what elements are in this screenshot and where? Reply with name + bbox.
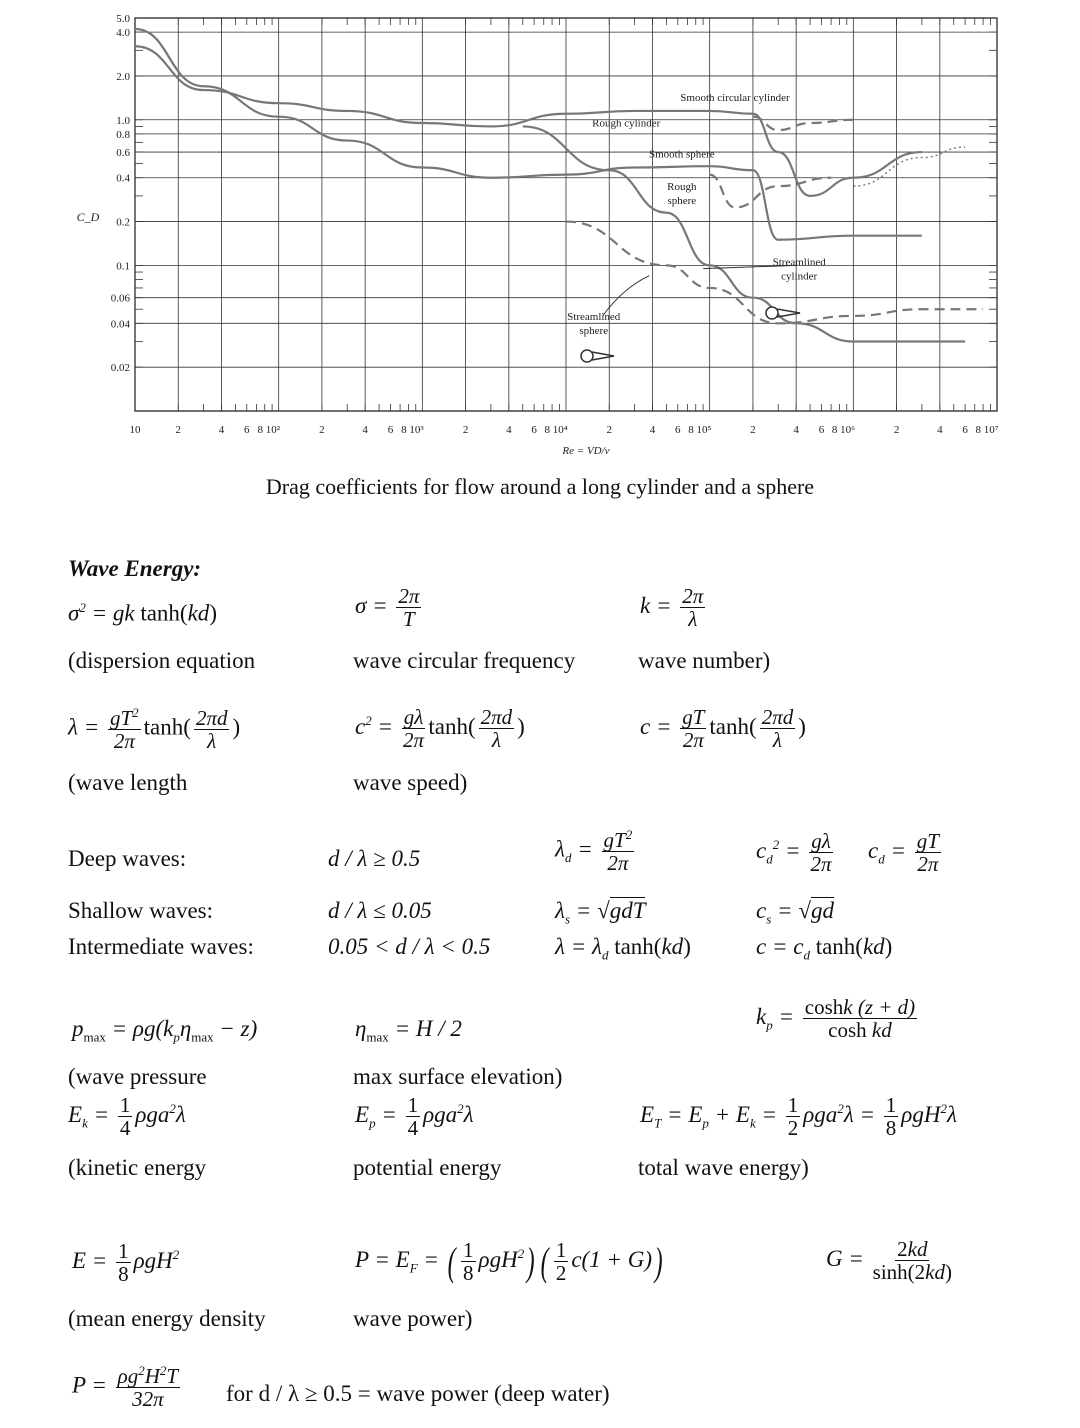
x-tick-label: 2 xyxy=(750,424,756,436)
annotation-label: Streamlined xyxy=(772,256,826,269)
max-elevation-equation: $\eta_{max} = H / 2$ xyxy=(355,1016,462,1045)
deep-speed: $c_d$ = $\frac{gT}{2\pi}$ xyxy=(868,829,939,877)
shallow-waves-label: Shallow waves: xyxy=(68,898,214,923)
series-rough-cylinder xyxy=(753,117,853,130)
chart-grid xyxy=(135,18,997,411)
intermediate-condition: 0.05 < d / λ < 0.5 xyxy=(328,934,491,959)
mean-energy-label: (mean energy density xyxy=(68,1306,266,1331)
x-tick-label: 2 xyxy=(893,424,900,436)
y-tick-label: 4.0 xyxy=(116,27,130,40)
y-tick-label: 0.02 xyxy=(110,362,130,375)
intermediate-waves-label: Intermediate waves: xyxy=(68,934,254,959)
x-tick-label: 4 xyxy=(362,424,368,436)
x-tick-label: 2 xyxy=(175,424,181,436)
g-factor-equation: G = $\frac{2kd}{\sinh(2kd)}$ xyxy=(826,1237,952,1285)
kinetic-energy-equation: $E_k$ = $\frac{1}{4}$ ρga$^2$λ xyxy=(68,1093,186,1141)
deep-wavelength: $\lambda_d$ = $\frac{gT^2}{2\pi}$ xyxy=(555,827,633,876)
y-tick-label: 0.6 xyxy=(116,147,130,160)
section-title: Wave Energy: xyxy=(68,556,202,581)
x-tick-label: 4 xyxy=(506,424,512,436)
x-tick-label: 10 xyxy=(129,424,141,436)
y-tick-label: 5.0 xyxy=(116,13,130,25)
series-smooth-sphere xyxy=(135,29,922,240)
total-energy-label: total wave energy) xyxy=(638,1155,809,1180)
y-tick-label: 2.0 xyxy=(116,70,130,83)
x-tick-label: 8 10⁵ xyxy=(688,424,712,436)
potential-energy-label: potential energy xyxy=(353,1155,502,1180)
x-axis-label: Re = VD/ν xyxy=(562,445,610,457)
x-tick-label: 2 xyxy=(462,424,469,436)
wave-power-label: wave power) xyxy=(353,1306,473,1331)
y-axis-label: C_D xyxy=(76,210,100,224)
deep-water-power-equation: P = $\frac{\rho g^2H^2T}{32\pi}$ xyxy=(72,1363,179,1412)
sigma-equation: σ = $\frac{2\pi}{T}$ xyxy=(355,584,420,632)
wave-power-equation: $P = E_F$ = ( $\frac{1}{8}$ ρgH$^2$) ( $\frac{1}{2}$ c(1 + G)) xyxy=(355,1237,663,1285)
wave-pressure-label: (wave pressure xyxy=(68,1064,207,1089)
x-tick-label: 2 xyxy=(606,424,612,436)
dispersion-label: (dispersion equation xyxy=(68,648,256,673)
drag-coefficient-chart xyxy=(0,0,1080,470)
deep-water-power-label: for d / λ ≥ 0.5 = wave power (deep water) xyxy=(226,1381,610,1406)
annotation-label: sphere xyxy=(579,325,609,338)
annotation-label: Rough xyxy=(667,180,697,193)
deep-waves-label: Deep waves: xyxy=(68,846,187,871)
max-surface-label: max surface elevation) xyxy=(353,1064,563,1089)
series-rough-sphere xyxy=(710,175,831,208)
y-tick-label: 0.4 xyxy=(116,172,130,185)
y-tick-label: 1.0 xyxy=(116,114,130,127)
intermediate-speed: $c = c_d$ tanh(kd) xyxy=(756,934,893,963)
x-tick-label: 4 xyxy=(793,424,799,436)
annotation-label: sphere xyxy=(667,194,697,207)
y-tick-label: 0.2 xyxy=(116,216,130,229)
x-tick-label: 6 xyxy=(818,424,825,436)
wave-speed-equation: c = $\frac{gT}{2\pi}$ tanh( $\frac{2\pi d}{\lambda}$ ) xyxy=(640,705,806,753)
wave-number-label: wave number) xyxy=(638,648,771,673)
total-energy-equation: $E_T = E_p + E_k$ = $\frac{1}{2}$ ρga$^2$λ = $\frac{1}{8}$ ρgH$^2$λ xyxy=(640,1093,957,1141)
y-tick-label: 0.06 xyxy=(110,292,130,305)
shallow-speed: $c_s = √gd$ xyxy=(756,898,834,927)
x-tick-label: 6 xyxy=(387,424,394,436)
x-tick-label: 4 xyxy=(649,424,656,436)
series-smooth-circular-cylinder xyxy=(135,46,922,196)
shallow-wavelength: $\lambda_s = √gdT$ xyxy=(555,898,646,927)
wave-speed-label: wave speed) xyxy=(353,770,468,795)
annotation-label: Rough cylinder xyxy=(592,117,661,130)
annotation-label: Smooth sphere xyxy=(648,148,715,161)
y-tick-label: 0.8 xyxy=(116,128,130,141)
streamlined-cylinder-icon xyxy=(766,307,800,319)
x-tick-label: 6 xyxy=(962,424,968,436)
annotation-label: Smooth circular cylinder xyxy=(680,91,790,104)
kinetic-energy-label: (kinetic energy xyxy=(68,1155,207,1180)
kp-equation: $k_p$ = $\frac{\cosh k (z + d)}{\text{cosh kd}}$ xyxy=(756,995,916,1043)
leader-line xyxy=(603,276,650,316)
intermediate-wavelength: $\lambda = \lambda_d$ tanh(kd) xyxy=(555,934,691,963)
x-tick-label: 8 10³ xyxy=(401,424,424,436)
max-pressure-equation: $p_{max} = \rho g(k_p\eta_{max} - z)$ xyxy=(72,1016,258,1045)
potential-energy-equation: $E_p$ = $\frac{1}{4}$ ρga$^2$λ xyxy=(355,1093,474,1141)
y-tick-label: 0.04 xyxy=(110,318,130,331)
k-equation: k = $\frac{2\pi}{\lambda}$ xyxy=(640,584,704,632)
deep-speed-squared: $c_d^2$ = $\frac{g\lambda}{2\pi}$ xyxy=(756,829,832,877)
annotation-label: cylinder xyxy=(781,270,818,283)
x-tick-label: 6 xyxy=(244,424,250,436)
x-tick-label: 8 10⁷ xyxy=(975,424,999,436)
x-tick-label: 8 10² xyxy=(257,424,281,436)
wavelength-equation: λ = $\frac{gT^2}{2\pi}$ tanh( $\frac{2\pi d}{\lambda}$ ) xyxy=(68,705,241,754)
mean-energy-equation: E = $\frac{1}{8}$ ρgH$^2$ xyxy=(72,1239,180,1287)
chart-ticks xyxy=(111,13,999,436)
x-tick-label: 8 10⁶ xyxy=(831,424,855,436)
shallow-condition: d / λ ≤ 0.05 xyxy=(328,898,432,923)
x-tick-label: 4 xyxy=(218,424,225,436)
chart-caption: Drag coefficients for flow around a long cylinder and a sphere xyxy=(265,474,815,499)
wave-speed-squared-equation: $c^2$ = $\frac{g\lambda}{2\pi}$ tanh( $\frac{2\pi d}{\lambda}$ ) xyxy=(355,705,525,753)
annotation-label: Streamlined xyxy=(567,311,621,324)
x-tick-label: 4 xyxy=(937,424,943,436)
dispersion-equation: $\sigma^2$ = gk tanh(kd) xyxy=(68,600,217,626)
x-tick-label: 8 10⁴ xyxy=(544,424,568,436)
deep-condition: d / λ ≥ 0.5 xyxy=(328,846,421,871)
x-tick-label: 6 xyxy=(675,424,681,436)
circular-frequency-label: wave circular frequency xyxy=(353,648,576,673)
y-tick-label: 0.1 xyxy=(116,260,130,273)
x-tick-label: 2 xyxy=(319,424,325,436)
x-tick-label: 6 xyxy=(531,424,537,436)
wave-length-label: (wave length xyxy=(68,770,188,795)
chart-labels xyxy=(77,92,827,457)
